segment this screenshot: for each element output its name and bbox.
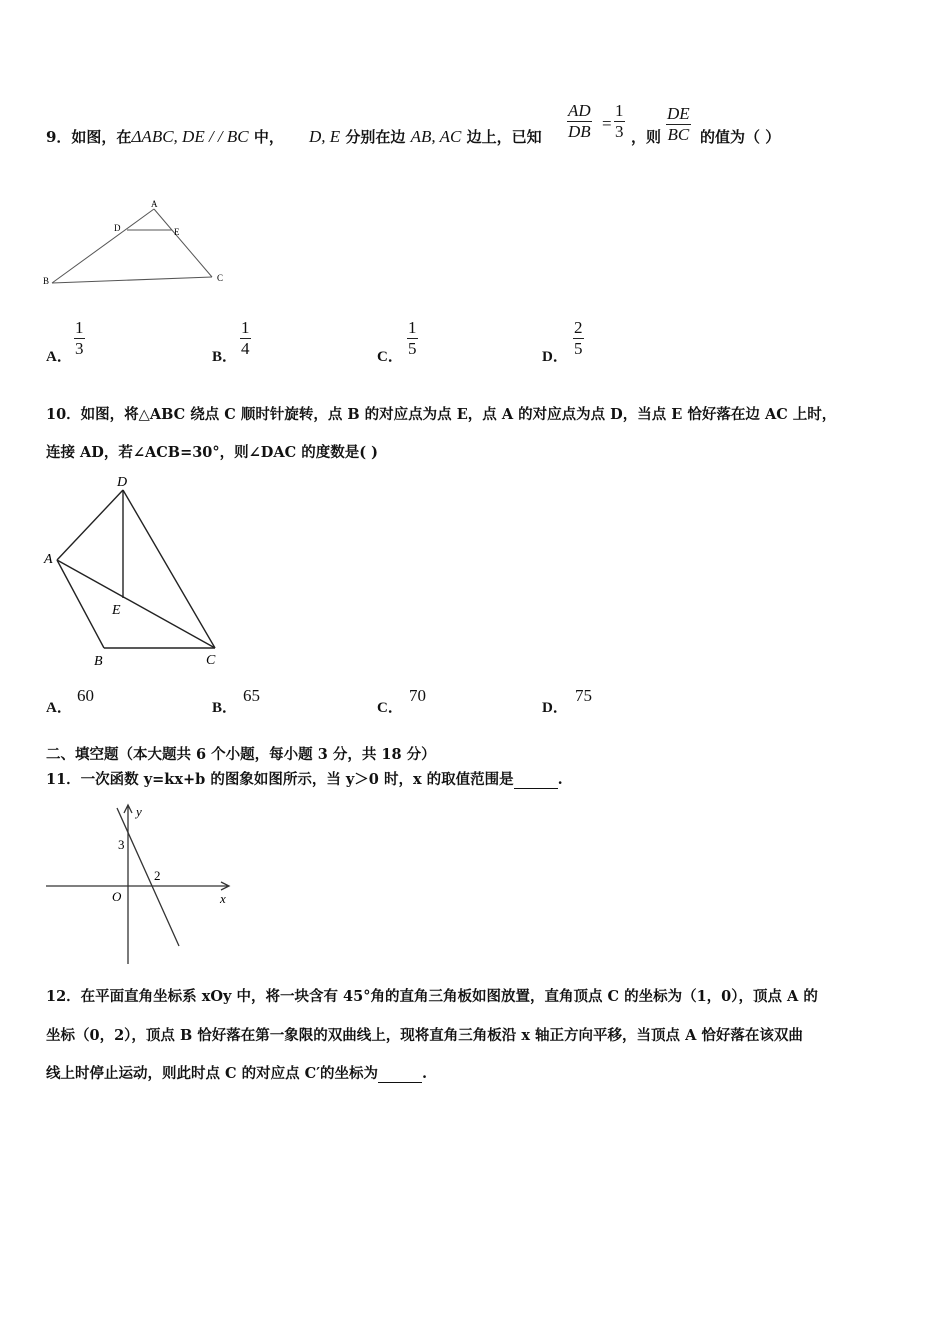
- q10-label-b: B: [94, 654, 103, 669]
- q10-option-a-label: A．: [46, 700, 72, 716]
- q9-fraction-ad-db: [567, 101, 592, 142]
- q10-rotation-figure: [42, 470, 232, 675]
- q11-label-two: 2: [154, 868, 161, 883]
- q10-option-b-value: 65: [243, 686, 260, 705]
- q10-label-a: A: [44, 552, 53, 567]
- q9-option-a-label: A．: [46, 349, 72, 365]
- q12-stem-line3-text: 线上时停止运动，则此时点 C 的对应点 C′的坐标为: [46, 1065, 379, 1082]
- q10-option-b-label: B．: [212, 700, 238, 716]
- q9-frac2-num: 1: [615, 101, 624, 120]
- section-heading-fill-blank: 二、填空题（本大题共 6 个小题，每小题 3 分，共 18 分）: [46, 746, 436, 763]
- q11-stem-end: .: [557, 771, 563, 788]
- q9-option-a-fraction: [74, 318, 85, 359]
- q9-stem-de: D, E: [309, 127, 341, 146]
- q12-stem-line3: [46, 1062, 427, 1083]
- q9-option-c-den: 5: [408, 339, 417, 358]
- q9-option-d-num: 2: [574, 318, 583, 337]
- q10-stem-line2: 连接 AD，若∠ACB=30°，则∠DAC 的度数是( ): [46, 444, 378, 461]
- q9-option-c-fraction: [407, 318, 418, 359]
- q9-frac3-num: DE: [667, 104, 690, 123]
- q10-option-a-value: 60: [77, 686, 94, 705]
- q9-equals: =: [602, 114, 612, 133]
- q9-option-d-fraction: [573, 318, 584, 359]
- q10-stem-line1: 10．如图，将△ABC 绕点 C 顺时针旋转，点 B 的对应点为点 E，点 A 的对应点为点 D，当点 E 恰好落在边 AC 上时，: [46, 406, 837, 423]
- q9-option-d-den: 5: [574, 339, 583, 358]
- q10-option-b[interactable]: [212, 686, 282, 716]
- q11-label-three: 3: [118, 837, 125, 852]
- q9-option-d[interactable]: [542, 318, 602, 368]
- q10-option-c-value: 70: [409, 686, 426, 705]
- q10-option-a[interactable]: [46, 686, 116, 716]
- q9-option-c-num: 1: [408, 318, 417, 337]
- q9-stem-mid1: 中，: [253, 128, 284, 146]
- q9-option-a[interactable]: [46, 318, 106, 368]
- q11-label-origin: O: [112, 889, 122, 904]
- q9-option-b-label: B．: [212, 349, 238, 365]
- q9-label-d: D: [114, 223, 121, 233]
- q12-stem-line2: 坐标（0，2），顶点 B 恰好落在第一象限的双曲线上，现将直角三角板沿 x 轴正方向平移，当顶点 A 恰好落在该双曲: [46, 1027, 803, 1044]
- q9-fraction-1-3: [614, 101, 625, 142]
- q9-option-b-num: 1: [241, 318, 250, 337]
- q9-fraction-de-bc: [666, 104, 691, 145]
- q10-option-d-value: 75: [575, 686, 592, 705]
- q9-label-b: B: [43, 276, 50, 286]
- q9-option-b[interactable]: [212, 318, 272, 368]
- q9-stem-mid3: 边上，已知: [466, 128, 542, 146]
- q10-option-c-label: C．: [377, 700, 403, 716]
- q9-option-c[interactable]: [377, 318, 437, 368]
- q9-frac1-num: AD: [568, 101, 591, 120]
- q10-label-c: C: [206, 653, 216, 668]
- q9-option-d-label: D．: [542, 349, 568, 365]
- q11-stem: [46, 768, 563, 789]
- q9-stem-triangle: ΔABC, DE / / BC: [131, 127, 249, 146]
- q9-label-c: C: [217, 273, 224, 283]
- q12-answer-blank[interactable]: [378, 1065, 422, 1083]
- q9-frac1-den: DB: [568, 122, 591, 141]
- q9-stem-mid2: 分别在边: [345, 128, 406, 146]
- q9-option-b-den: 4: [241, 339, 250, 358]
- q9-option-c-label: C．: [377, 349, 403, 365]
- q9-option-a-num: 1: [75, 318, 84, 337]
- q10-option-c[interactable]: [377, 686, 447, 716]
- q9-stem-abac: AB, AC: [410, 127, 462, 146]
- q9-stem-end: 的值为（ ）: [700, 128, 781, 146]
- q10-option-d-label: D．: [542, 700, 568, 716]
- q11-stem-text: 11．一次函数 y=kx+b 的图象如图所示，当 y＞0 时，x 的取值范围是: [46, 771, 514, 788]
- q9-option-b-fraction: [240, 318, 251, 359]
- q11-label-y: y: [136, 804, 142, 819]
- q11-linear-function-graph: [40, 800, 240, 970]
- q12-stem-end: .: [422, 1065, 428, 1082]
- q9-option-a-den: 3: [75, 339, 84, 358]
- q10-option-d[interactable]: [542, 686, 612, 716]
- q10-label-e: E: [112, 603, 121, 618]
- q9-triangle-figure: [40, 195, 240, 295]
- q11-label-x: x: [220, 891, 226, 906]
- q11-answer-blank[interactable]: [514, 771, 558, 789]
- q9-stem-pre: 9．如图，在: [46, 128, 132, 146]
- q9-label-a: A: [151, 199, 158, 209]
- q9-stem: [46, 126, 284, 147]
- q9-label-e: E: [174, 227, 180, 237]
- q9-frac2-den: 3: [615, 122, 624, 141]
- q9-stem-part2: [309, 126, 542, 147]
- q10-label-d: D: [117, 475, 128, 490]
- q9-stem-mid4: ，则: [631, 128, 662, 146]
- q9-frac3-den: BC: [667, 125, 690, 144]
- q12-stem-line1: 12．在平面直角坐标系 xOy 中，将一块含有 45°角的直角三角板如图放置，直角顶点 C 的坐标为（1，0），顶点 A 的: [46, 988, 818, 1005]
